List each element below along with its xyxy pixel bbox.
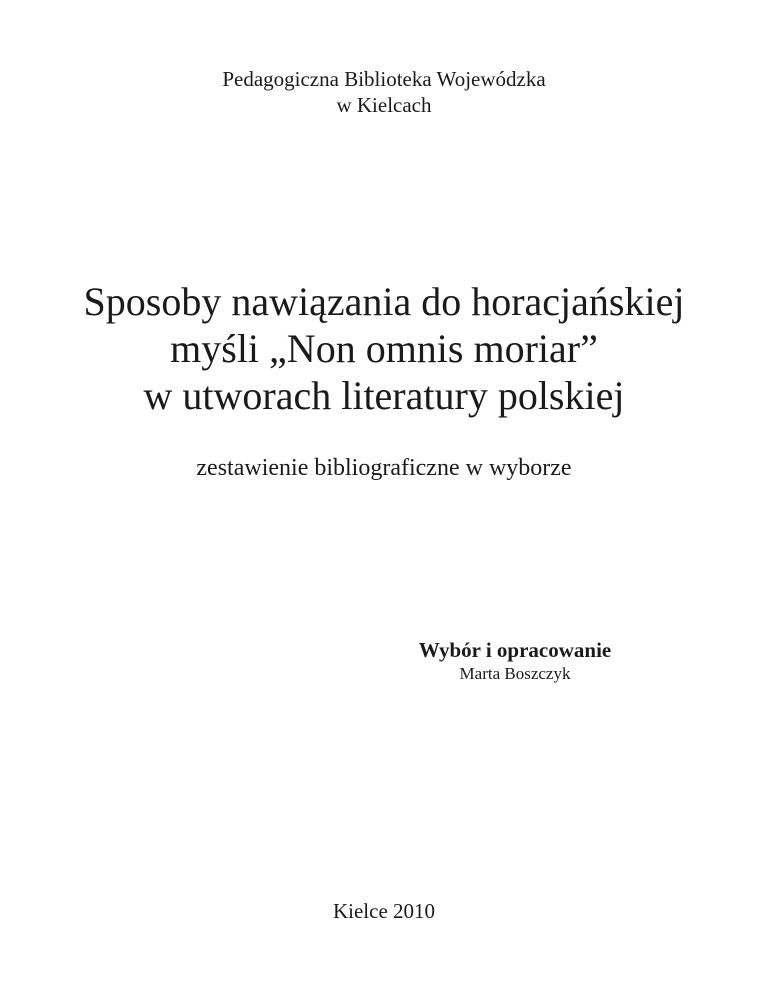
title-line-2: myśli „Non omnis moriar”: [170, 326, 598, 371]
place-and-year: Kielce 2010: [332, 899, 436, 923]
author-name: Marta Boszczyk: [459, 664, 571, 683]
credits-heading: Wybór i opracowanie: [418, 638, 612, 662]
document-title: [0, 278, 768, 419]
institution-block: [0, 66, 768, 118]
institution-name: Pedagogiczna Biblioteka Wojewódzka: [222, 67, 546, 91]
title-line-1: Sposoby nawiązania do horacjańskiej: [83, 279, 685, 324]
credits-block: [380, 637, 650, 685]
title-line-3: w utworach literatury polskiej: [143, 373, 625, 418]
document-subtitle: zestawienie bibliograficzne w wyborze: [196, 455, 572, 481]
institution-city: w Kielcach: [336, 93, 432, 117]
